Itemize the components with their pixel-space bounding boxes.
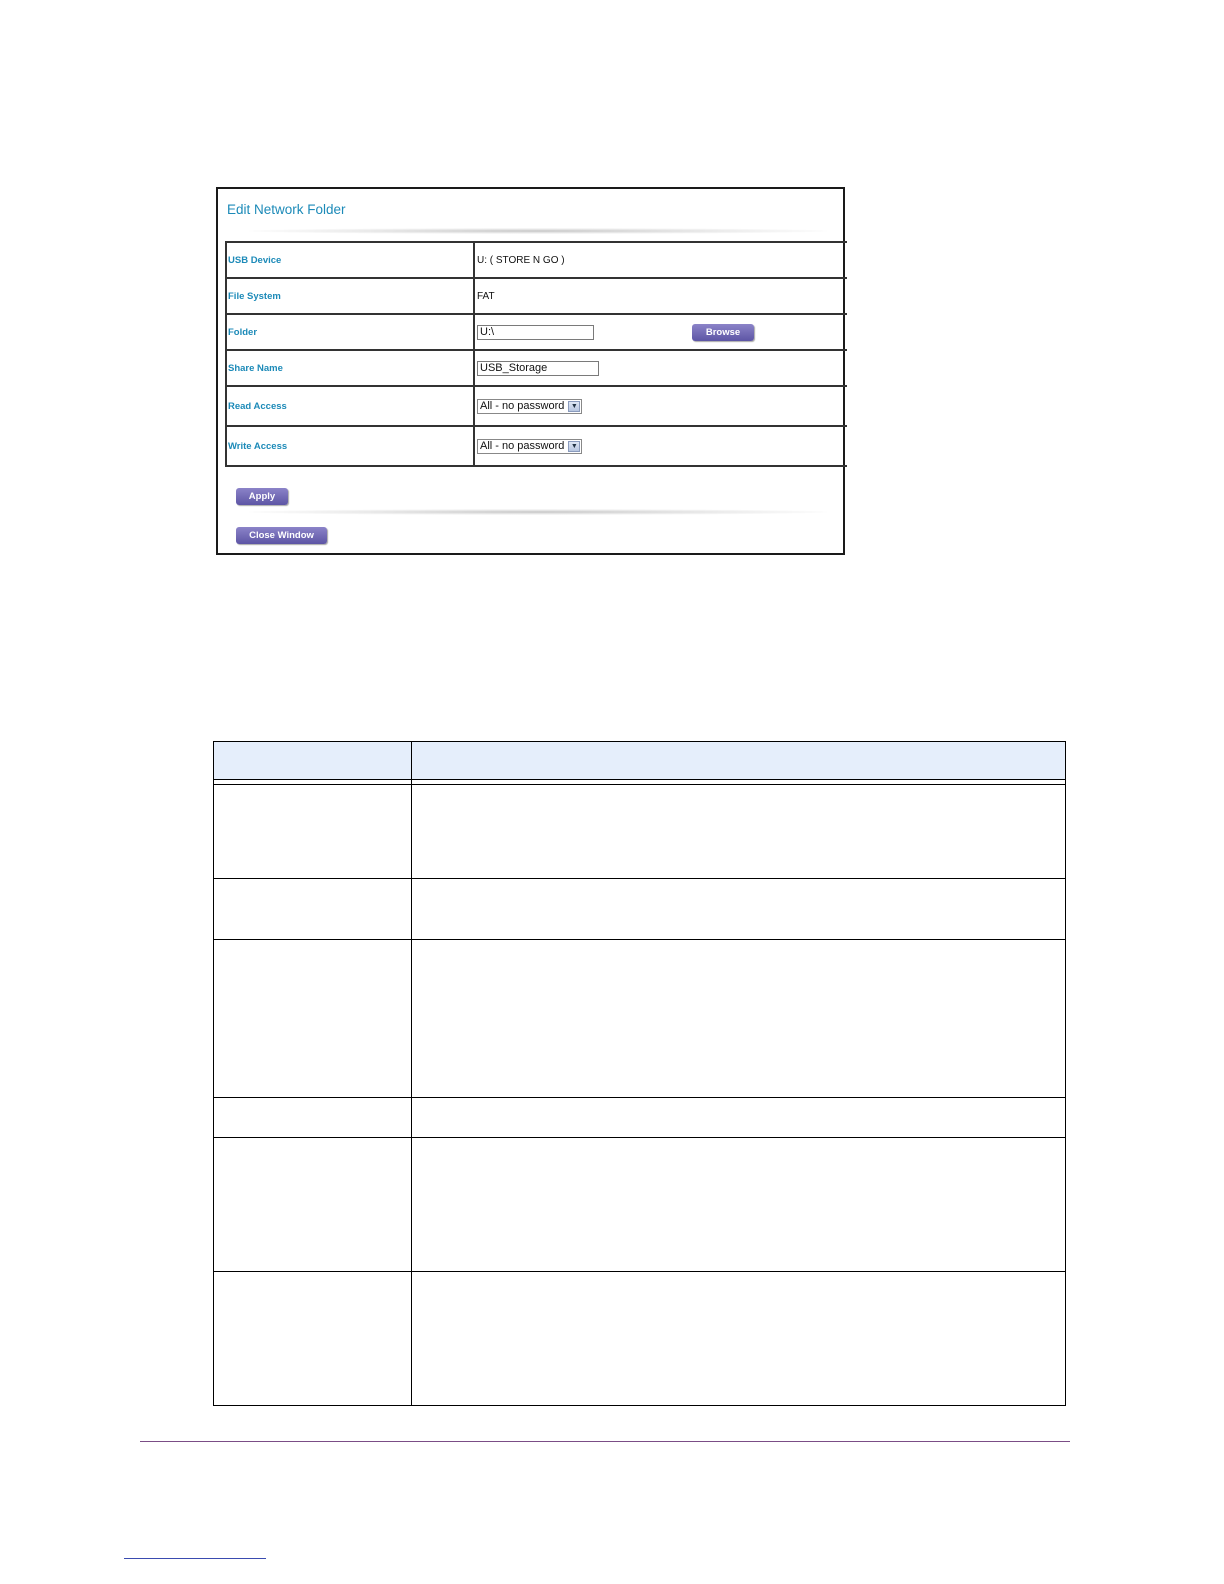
file-system-label: File System — [226, 278, 474, 314]
row-read-access — [226, 386, 847, 426]
column-header-description — [412, 742, 1066, 780]
table-cell — [214, 1272, 412, 1406]
browse-button[interactable]: Browse — [692, 324, 754, 341]
table-cell — [214, 1098, 412, 1138]
row-share-name — [226, 350, 847, 386]
row-write-access — [226, 426, 847, 466]
write-access-label: Write Access — [226, 426, 474, 466]
footer-link-underline — [124, 1558, 266, 1559]
table-row — [214, 1138, 1066, 1272]
table-cell — [412, 879, 1066, 940]
table-row — [214, 1272, 1066, 1406]
folder-cell — [474, 314, 847, 350]
table-cell — [412, 1098, 1066, 1138]
folder-label: Folder — [226, 314, 474, 350]
table-cell — [214, 1138, 412, 1272]
title-separator — [248, 228, 828, 234]
table-cell — [412, 785, 1066, 879]
share-name-input[interactable]: USB_Storage — [477, 361, 599, 376]
chevron-down-icon[interactable]: ▼ — [568, 401, 580, 412]
share-name-label: Share Name — [226, 350, 474, 386]
write-access-selected: All - no password — [480, 440, 565, 452]
edit-network-folder-panel — [216, 187, 845, 555]
read-access-label: Read Access — [226, 386, 474, 426]
usb-device-label: USB Device — [226, 242, 474, 278]
read-access-selected: All - no password — [480, 400, 565, 412]
chevron-down-icon[interactable]: ▼ — [568, 441, 580, 452]
row-file-system — [226, 278, 847, 314]
table-cell — [214, 940, 412, 1098]
table-cell — [412, 940, 1066, 1098]
panel-title: Edit Network Folder — [227, 202, 346, 217]
footer-separator — [248, 509, 828, 515]
read-access-cell — [474, 386, 847, 426]
write-access-select[interactable] — [477, 439, 582, 454]
write-access-cell — [474, 426, 847, 466]
table-row — [214, 879, 1066, 940]
table-row — [214, 785, 1066, 879]
table-cell — [214, 879, 412, 940]
file-system-value: FAT — [474, 278, 847, 314]
usb-device-value: U: ( STORE N GO ) — [477, 254, 565, 266]
row-usb-device — [226, 242, 847, 278]
table-cell — [412, 1138, 1066, 1272]
table-row — [214, 940, 1066, 1098]
table-row — [214, 1098, 1066, 1138]
table-cell — [214, 785, 412, 879]
close-window-button[interactable]: Close Window — [236, 527, 327, 544]
row-folder — [226, 314, 847, 350]
table-cell — [412, 1272, 1066, 1406]
share-name-cell — [474, 350, 847, 386]
folder-input[interactable]: U:\ — [477, 325, 594, 340]
footer-divider — [140, 1441, 1070, 1442]
apply-button[interactable]: Apply — [236, 488, 288, 505]
column-header-setting — [214, 742, 412, 780]
folder-settings-table — [225, 241, 847, 467]
description-table — [213, 741, 1066, 1406]
read-access-select[interactable] — [477, 399, 582, 414]
